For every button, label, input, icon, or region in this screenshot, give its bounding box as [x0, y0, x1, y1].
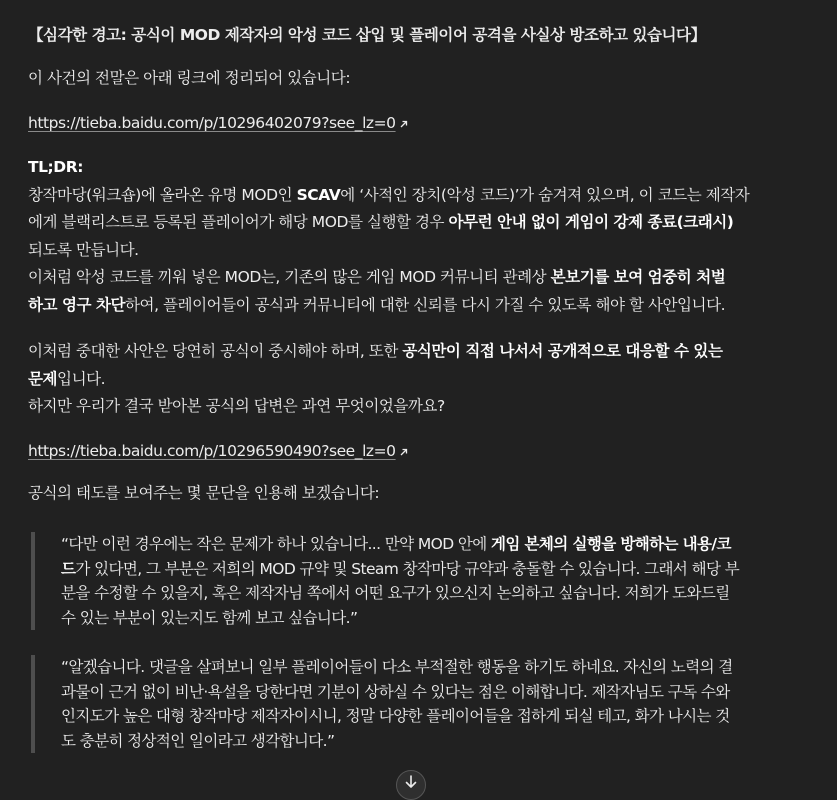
quote-intro: 공식의 태도를 보여주는 몇 문단을 인용해 보겠습니다: [28, 484, 380, 502]
tldr-line: 에게 블랙리스트로 등록된 플레이어가 해당 MOD를 실행할 경우 아무런 안내 없이 게임이 강제 종료(크래시) [28, 213, 734, 231]
arrow-down-icon [404, 775, 418, 789]
tldr-line: 창작마당(워크숍)에 올라온 유명 MOD인 SCAV에 ‘사적인 장치(악성 코드)’가 숨겨져 있으며, 이 코드는 제작자 [28, 185, 750, 204]
official-response-paragraph: 이처럼 중대한 사안은 당연히 공식이 중시해야 하며, 또한 공식만이 직접 나서서 공개적으로 대응할 수 있는 문제입니다. 하지만 우리가 결국 받아본 공식의 답변은 과연 무엇이었을까요? [28, 342, 723, 415]
source-link-1[interactable] [28, 110, 408, 136]
blockquote-2: “알겠습니다. 댓글을 살펴보니 일부 플레이어들이 다소 부적절한 행동을 하기도 하네요. 자신의 노력의 결 과물이 근거 없이 비난·욕설을 당한다면 기분이 상하실 수 있다는 점은 이해합니다. 제작자님도 구독 수와 인지도가 높은 대형 창작마당 제작자이시니, 정말 다양한 플레이어들을 접하게 되실 테고, 화가 나시는 것 도 충분히 정상적인 일이라고 생각합니다.” [31, 655, 798, 753]
source-link-2-url[interactable]: https://tieba.baidu.com/p/10296590490?see_lz=0 [28, 442, 396, 460]
source-link-1-url[interactable]: https://tieba.baidu.com/p/10296402079?see_lz=0 [28, 114, 396, 132]
tldr-label: TL;DR: [28, 158, 83, 176]
source-link-2[interactable] [28, 438, 408, 464]
tldr-line: 되도록 만듭니다. [28, 240, 139, 259]
intro-text: 이 사건의 전말은 아래 링크에 정리되어 있습니다: [28, 69, 351, 87]
warning-title: 【심각한 경고: 공식이 MOD 제작자의 악성 코드 삽입 및 플레이어 공격을 사실상 방조하고 있습니다】 [28, 26, 706, 44]
tldr-line: 이처럼 악성 코드를 끼워 넣은 MOD는, 기존의 많은 게임 MOD 커뮤니티 관례상 본보기를 보여 엄중히 처벌 [28, 268, 726, 286]
tldr-section [28, 154, 800, 319]
external-link-icon [399, 120, 408, 129]
scroll-to-bottom-button[interactable] [396, 770, 426, 800]
external-link-icon [399, 448, 408, 457]
blockquote-1: “다만 이런 경우에는 작은 문제가 하나 있습니다... 만약 MOD 안에 게임 본체의 실행을 방해하는 내용/코 드가 있다면, 그 부분은 저희의 MOD 규약 및 Steam 창작마당 규약과 충돌할 수 있습니다. 그래서 해당 부 분을 수정할 수 있을지, 혹은 제작자님 쪽에서 어떤 요구가 있으신지 논의하고 싶습니다. 저희가 도와드릴 수 있는 부분이 있는지도 함께 보고 싶습니다.” [31, 532, 798, 630]
tldr-line: 하고 영구 차단하여, 플레이어들이 공식과 커뮤니티에 대한 신뢰를 다시 가질 수 있도록 해야 할 사안입니다. [28, 295, 726, 314]
